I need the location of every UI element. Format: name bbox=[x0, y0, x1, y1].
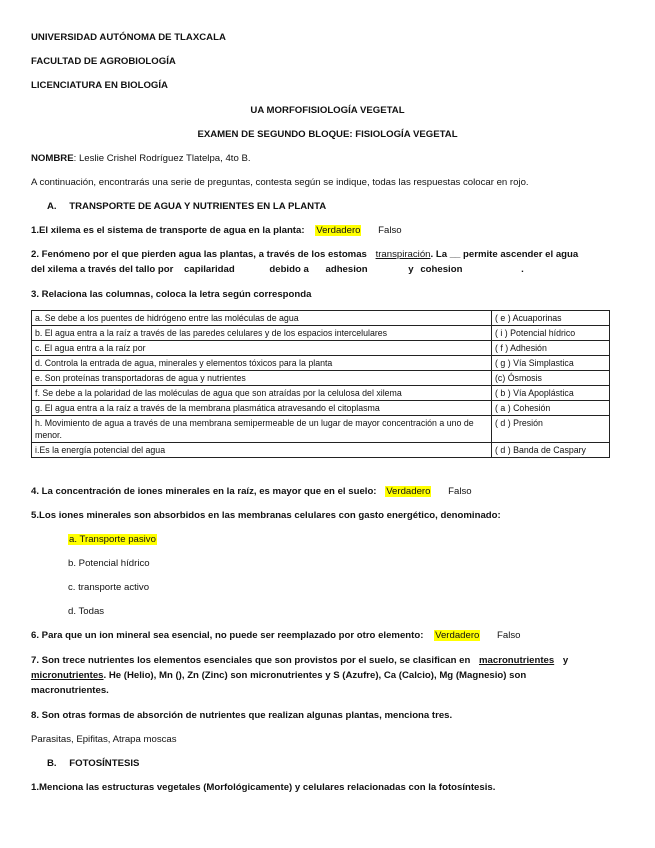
q4-answer-true: Verdadero bbox=[386, 486, 431, 497]
name-label: NOMBRE bbox=[31, 153, 74, 164]
q2-answer-1: transpiración bbox=[375, 249, 431, 260]
q2-end: . bbox=[521, 264, 524, 275]
q2-answer-3: adhesion bbox=[325, 264, 368, 275]
instructions: A continuación, encontrarás una serie de preguntas, contesta según se indique, todas las respuestas colocar en rojo. bbox=[31, 177, 529, 188]
question-7-line3: macronutrientes. bbox=[31, 685, 109, 696]
section-b-heading bbox=[47, 757, 139, 770]
q6-text: 6. Para que un ion mineral sea esencial, no puede ser reemplazado por otro elemento: bbox=[31, 630, 424, 641]
table-cell-left: h. Movimiento de agua a través de una membrana semipermeable de un lugar de mayor concentración a uno de menor. bbox=[32, 416, 492, 443]
table-row bbox=[32, 443, 610, 458]
table-cell-right: ( f ) Adhesión bbox=[492, 341, 610, 356]
question-7-line2 bbox=[31, 669, 526, 682]
table-cell-left: a. Se debe a los puentes de hidrógeno entre las moléculas de agua bbox=[32, 311, 492, 326]
table-cell-left: d. Controla la entrada de agua, minerales y elementos tóxicos para la planta bbox=[32, 356, 492, 371]
table-cell-left: i.Es la energía potencial del agua bbox=[32, 443, 492, 458]
q7-answer-1: macronutrientes bbox=[479, 655, 555, 666]
faculty-heading: FACULTAD DE AGROBIOLOGÍA bbox=[31, 56, 176, 67]
table-row bbox=[32, 311, 610, 326]
q7-answer-2: micronutrientes bbox=[31, 670, 104, 681]
q7-text-2: y bbox=[562, 655, 569, 666]
q4-text: 4. La concentración de iones minerales en la raíz, es mayor que en el suelo: bbox=[31, 486, 377, 497]
university-heading: UNIVERSIDAD AUTÓNOMA DE TLAXCALA bbox=[31, 32, 226, 43]
q2-answer-2: capilaridad bbox=[184, 264, 235, 275]
table-row bbox=[32, 371, 610, 386]
table-cell-right: ( e ) Acuaporinas bbox=[492, 311, 610, 326]
table-cell-left: g. El agua entra a la raíz a través de la membrana plasmática atravesando el citoplasma bbox=[32, 401, 492, 416]
question-4 bbox=[31, 485, 472, 498]
question-6 bbox=[31, 629, 521, 642]
question-1 bbox=[31, 224, 402, 237]
q5-option-c: c. transporte activo bbox=[68, 582, 150, 593]
q7-text-1: 7. Son trece nutrientes los elementos esenciales que son provistos por el suelo, se clasifican en bbox=[31, 655, 471, 666]
table-row bbox=[32, 341, 610, 356]
section-b-title: FOTOSÍNTESIS bbox=[69, 758, 140, 769]
q6-answer-true: Verdadero bbox=[435, 630, 480, 641]
table-row bbox=[32, 416, 610, 443]
q7-text-3: . He (Helio), Mn (), Zn (Zinc) son micronutrientes y S (Azufre), Ca (Calcio), Mg (Magnesio) son bbox=[103, 670, 527, 681]
q5-option-b: b. Potencial hídrico bbox=[68, 558, 150, 569]
q6-option-false: Falso bbox=[497, 630, 521, 641]
table-row bbox=[32, 356, 610, 371]
section-b-letter: B. bbox=[47, 758, 57, 769]
table-cell-right: ( a ) Cohesión bbox=[492, 401, 610, 416]
table-cell-right: ( d ) Banda de Caspary bbox=[492, 443, 610, 458]
q2-text-3: del xilema a través del tallo por bbox=[31, 264, 174, 275]
q2-answer-4: cohesion bbox=[420, 264, 463, 275]
table-cell-right: ( d ) Presión bbox=[492, 416, 610, 443]
table-cell-left: c. El agua entra a la raíz por bbox=[32, 341, 492, 356]
table-cell-left: f. Se debe a la polaridad de las moléculas de agua que son atraídas por la celulosa del xilema bbox=[32, 386, 492, 401]
q5-option-a-text: a. Transporte pasivo bbox=[69, 534, 156, 545]
course-title: UA MORFOFISIOLOGÍA VEGETAL bbox=[250, 105, 405, 116]
question-2-line2 bbox=[31, 263, 524, 276]
q2-text-5: y bbox=[408, 264, 414, 275]
question-5: 5.Los iones minerales son absorbidos en las membranas celulares con gasto energético, denominado: bbox=[31, 510, 501, 521]
question-7-line1 bbox=[31, 654, 568, 667]
q1-text: 1.El xilema es el sistema de transporte de agua en la planta: bbox=[31, 225, 305, 236]
section-a-letter: A. bbox=[47, 201, 57, 212]
table-row bbox=[32, 386, 610, 401]
student-name-line bbox=[31, 152, 251, 165]
table-cell-left: b. El agua entra a la raíz a través de las paredes celulares y de los espacios intercelulares bbox=[32, 326, 492, 341]
question-8: 8. Son otras formas de absorción de nutrientes que realizan algunas plantas, menciona tres. bbox=[31, 710, 453, 721]
table-cell-right: ( i ) Potencial hídrico bbox=[492, 326, 610, 341]
question-b1: 1.Menciona las estructuras vegetales (Morfológicamente) y celulares relacionadas con la fotosíntesis. bbox=[31, 782, 496, 793]
name-value: : Leslie Crishel Rodríguez Tlatelpa, 4to B. bbox=[73, 153, 251, 164]
table-cell-right: ( g ) Vía Simplastica bbox=[492, 356, 610, 371]
section-a-title: TRANSPORTE DE AGUA Y NUTRIENTES EN LA PLANTA bbox=[69, 201, 327, 212]
table-cell-left: e. Son proteínas transportadoras de agua y nutrientes bbox=[32, 371, 492, 386]
q4-option-false: Falso bbox=[448, 486, 472, 497]
exam-title: EXAMEN DE SEGUNDO BLOQUE: FISIOLOGÍA VEGETAL bbox=[197, 129, 458, 140]
section-a-heading bbox=[47, 200, 326, 213]
question-3: 3. Relaciona las columnas, coloca la letra según corresponda bbox=[31, 289, 312, 300]
q2-text-4: debido a bbox=[269, 264, 309, 275]
table-cell-right: ( b ) Vía Apoplástica bbox=[492, 386, 610, 401]
q8-answer: Parasitas, Epifitas, Atrapa moscas bbox=[31, 734, 177, 745]
q1-answer-true: Verdadero bbox=[316, 225, 361, 236]
matching-table bbox=[31, 310, 610, 458]
q2-text-1: 2. Fenómeno por el que pierden agua las plantas, a través de los estomas bbox=[31, 249, 367, 260]
table-row bbox=[32, 326, 610, 341]
q1-option-false: Falso bbox=[378, 225, 402, 236]
table-row bbox=[32, 401, 610, 416]
q5-option-d: d. Todas bbox=[68, 606, 105, 617]
q2-text-2: . La __ permite ascender el agua bbox=[430, 249, 579, 260]
degree-heading: LICENCIATURA EN BIOLOGÍA bbox=[31, 80, 168, 91]
table-cell-right: (c) Ósmosis bbox=[492, 371, 610, 386]
q5-option-a bbox=[68, 533, 157, 546]
question-2-line1 bbox=[31, 248, 578, 261]
